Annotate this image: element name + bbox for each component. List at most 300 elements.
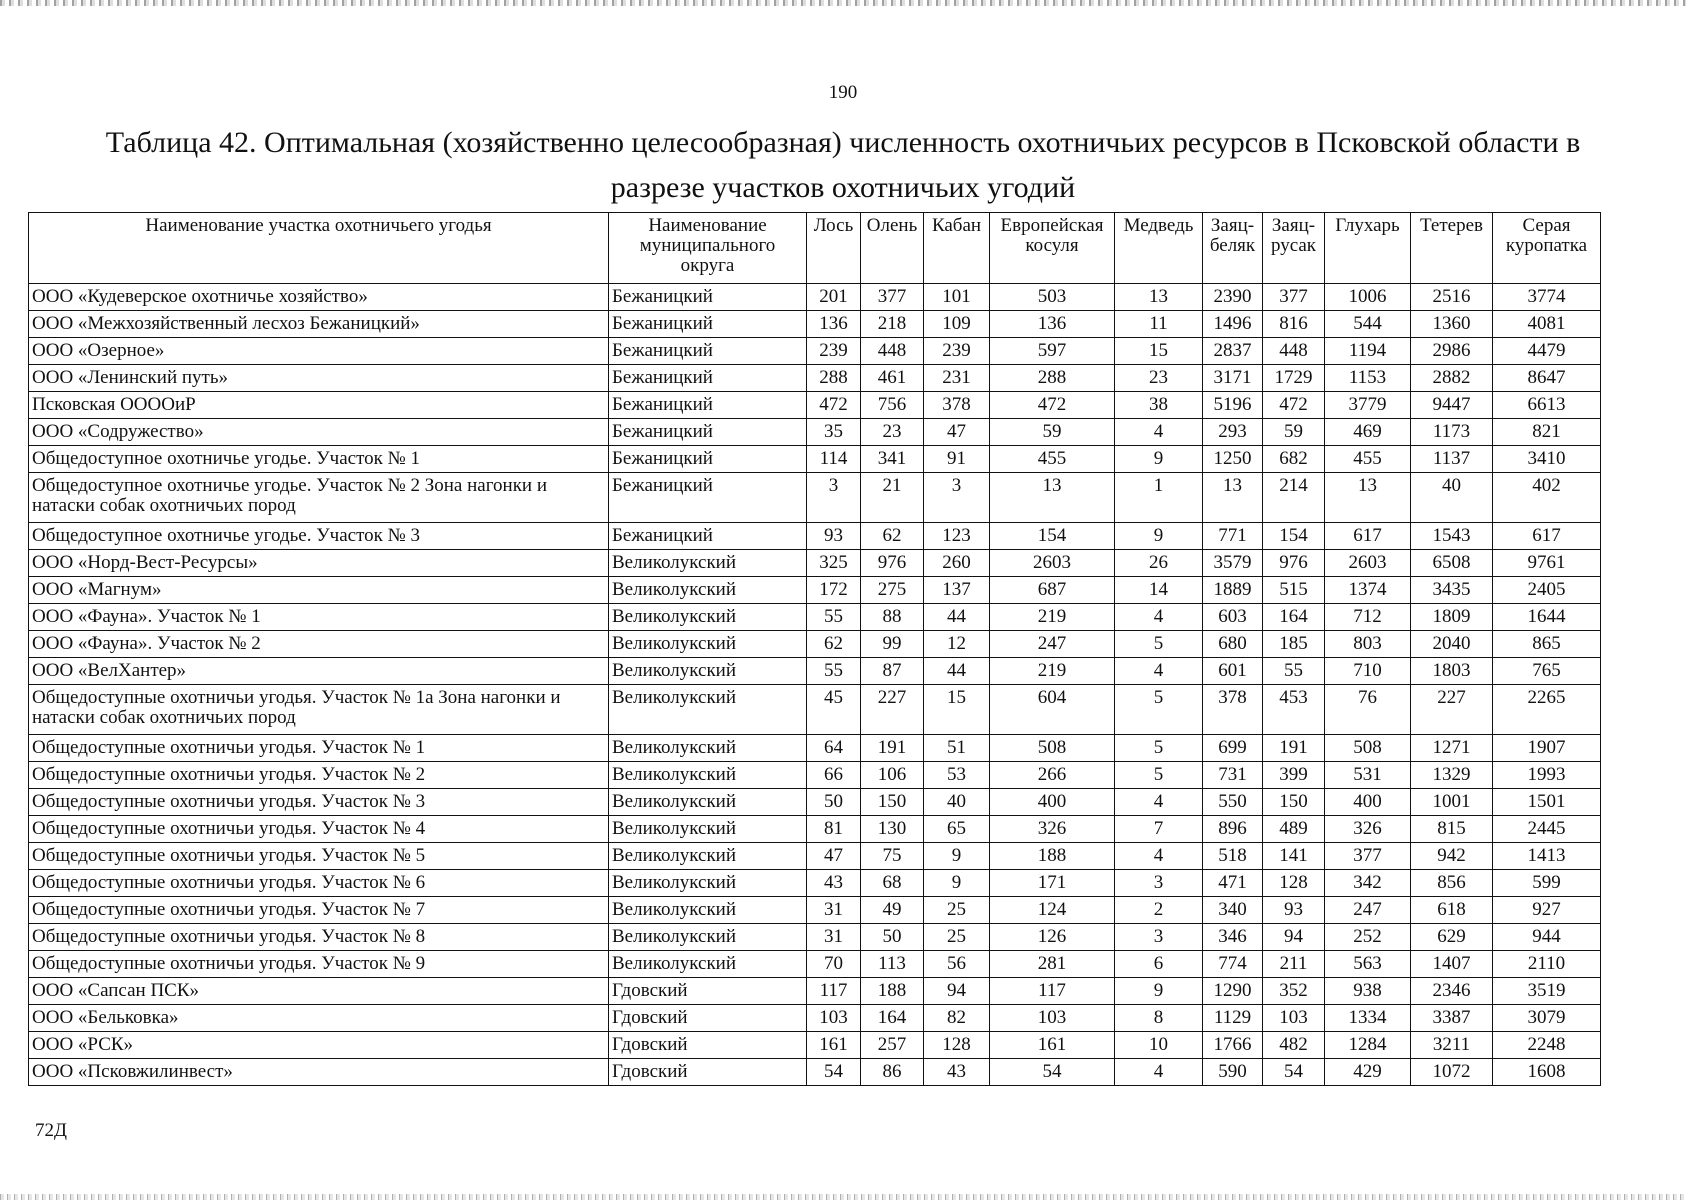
cell-population-value: 3774 — [1493, 284, 1601, 311]
column-header: Олень — [861, 213, 924, 284]
cell-population-value: 44 — [924, 658, 990, 685]
cell-population-value: 2603 — [990, 550, 1115, 577]
cell-population-value: 9 — [1115, 978, 1203, 1005]
cell-population-value: 815 — [1411, 816, 1493, 843]
cell-hunting-ground-name: ООО «Фауна». Участок № 2 — [29, 631, 609, 658]
cell-population-value: 164 — [1263, 604, 1325, 631]
cell-population-value: 191 — [1263, 735, 1325, 762]
cell-population-value: 599 — [1493, 870, 1601, 897]
cell-population-value: 227 — [861, 685, 924, 735]
cell-population-value: 136 — [990, 311, 1115, 338]
cell-population-value: 7 — [1115, 816, 1203, 843]
column-header: Заяц-беляк — [1203, 213, 1263, 284]
cell-population-value: 51 — [924, 735, 990, 762]
cell-population-value: 6613 — [1493, 392, 1601, 419]
table-row — [29, 365, 1601, 392]
cell-population-value: 13 — [1203, 473, 1263, 523]
column-header: Европейская косуля — [990, 213, 1115, 284]
cell-population-value: 247 — [990, 631, 1115, 658]
cell-population-value: 117 — [807, 978, 861, 1005]
cell-population-value: 247 — [1325, 897, 1411, 924]
cell-population-value: 448 — [1263, 338, 1325, 365]
cell-population-value: 816 — [1263, 311, 1325, 338]
cell-population-value: 471 — [1203, 870, 1263, 897]
cell-hunting-ground-name: Общедоступные охотничьи угодья. Участок № 1 — [29, 735, 609, 762]
cell-population-value: 325 — [807, 550, 861, 577]
table-row — [29, 604, 1601, 631]
cell-population-value: 288 — [807, 365, 861, 392]
page-number: 190 — [828, 82, 858, 103]
cell-population-value: 682 — [1263, 446, 1325, 473]
cell-population-value: 508 — [990, 735, 1115, 762]
cell-population-value: 2346 — [1411, 978, 1493, 1005]
cell-population-value: 6 — [1115, 951, 1203, 978]
cell-population-value: 106 — [861, 762, 924, 789]
cell-population-value: 1 — [1115, 473, 1203, 523]
cell-population-value: 54 — [1263, 1059, 1325, 1086]
cell-population-value: 219 — [990, 658, 1115, 685]
cell-population-value: 31 — [807, 897, 861, 924]
cell-population-value: 455 — [990, 446, 1115, 473]
cell-population-value: 70 — [807, 951, 861, 978]
cell-population-value: 482 — [1263, 1032, 1325, 1059]
cell-population-value: 461 — [861, 365, 924, 392]
cell-population-value: 65 — [924, 816, 990, 843]
cell-population-value: 211 — [1263, 951, 1325, 978]
column-header: Наименование муниципального округа — [609, 213, 807, 284]
cell-hunting-ground-name: ООО «Бельковка» — [29, 1005, 609, 1032]
cell-population-value: 91 — [924, 446, 990, 473]
cell-population-value: 942 — [1411, 843, 1493, 870]
cell-population-value: 15 — [1115, 338, 1203, 365]
cell-population-value: 3387 — [1411, 1005, 1493, 1032]
cell-population-value: 1072 — [1411, 1059, 1493, 1086]
cell-population-value: 400 — [1325, 789, 1411, 816]
cell-hunting-ground-name: ООО «Межхозяйственный лесхоз Бежаницкий» — [29, 311, 609, 338]
cell-population-value: 93 — [1263, 897, 1325, 924]
cell-population-value: 288 — [990, 365, 1115, 392]
cell-population-value: 1374 — [1325, 577, 1411, 604]
table-row — [29, 951, 1601, 978]
cell-population-value: 188 — [861, 978, 924, 1005]
cell-population-value: 4081 — [1493, 311, 1601, 338]
cell-population-value: 1173 — [1411, 419, 1493, 446]
cell-population-value: 86 — [861, 1059, 924, 1086]
cell-population-value: 1543 — [1411, 523, 1493, 550]
cell-population-value: 3 — [1115, 924, 1203, 951]
cell-population-value: 472 — [807, 392, 861, 419]
cell-population-value: 126 — [990, 924, 1115, 951]
cell-population-value: 4 — [1115, 843, 1203, 870]
cell-population-value: 8647 — [1493, 365, 1601, 392]
cell-population-value: 231 — [924, 365, 990, 392]
cell-population-value: 377 — [1325, 843, 1411, 870]
table-row — [29, 338, 1601, 365]
cell-hunting-ground-name: Общедоступное охотничье угодье. Участок № 2 Зона нагонки и натаски собак охотничьих пород — [29, 473, 609, 523]
cell-population-value: 346 — [1203, 924, 1263, 951]
cell-population-value: 2445 — [1493, 816, 1601, 843]
cell-population-value: 99 — [861, 631, 924, 658]
cell-municipal-district: Бежаницкий — [609, 311, 807, 338]
cell-hunting-ground-name: ООО «Псковжилинвест» — [29, 1059, 609, 1086]
cell-population-value: 31 — [807, 924, 861, 951]
cell-population-value: 377 — [861, 284, 924, 311]
cell-population-value: 756 — [861, 392, 924, 419]
cell-population-value: 1501 — [1493, 789, 1601, 816]
cell-municipal-district: Великолукский — [609, 735, 807, 762]
cell-population-value: 1407 — [1411, 951, 1493, 978]
cell-municipal-district: Великолукский — [609, 685, 807, 735]
cell-population-value: 23 — [861, 419, 924, 446]
cell-population-value: 515 — [1263, 577, 1325, 604]
table-row — [29, 577, 1601, 604]
cell-population-value: 23 — [1115, 365, 1203, 392]
cell-population-value: 508 — [1325, 735, 1411, 762]
page-title-line-2: разрезе участков охотничьих угодий — [610, 171, 1076, 204]
cell-population-value: 109 — [924, 311, 990, 338]
cell-hunting-ground-name: Общедоступное охотничье угодье. Участок № 1 — [29, 446, 609, 473]
table-row — [29, 419, 1601, 446]
cell-population-value: 172 — [807, 577, 861, 604]
cell-population-value: 239 — [924, 338, 990, 365]
cell-population-value: 38 — [1115, 392, 1203, 419]
cell-population-value: 161 — [807, 1032, 861, 1059]
cell-population-value: 378 — [924, 392, 990, 419]
scan-edge-top — [0, 0, 1686, 6]
cell-population-value: 687 — [990, 577, 1115, 604]
cell-population-value: 326 — [1325, 816, 1411, 843]
cell-municipal-district: Гдовский — [609, 1032, 807, 1059]
cell-population-value: 5 — [1115, 631, 1203, 658]
cell-population-value: 5 — [1115, 685, 1203, 735]
cell-population-value: 1644 — [1493, 604, 1601, 631]
cell-population-value: 25 — [924, 924, 990, 951]
cell-population-value: 21 — [861, 473, 924, 523]
table-row — [29, 392, 1601, 419]
cell-population-value: 101 — [924, 284, 990, 311]
cell-population-value: 5 — [1115, 762, 1203, 789]
cell-population-value: 1334 — [1325, 1005, 1411, 1032]
cell-municipal-district: Великолукский — [609, 924, 807, 951]
cell-hunting-ground-name: ООО «Норд-Вест-Ресурсы» — [29, 550, 609, 577]
table-header-row — [29, 213, 1601, 284]
cell-population-value: 13 — [1115, 284, 1203, 311]
table-row — [29, 631, 1601, 658]
cell-population-value: 601 — [1203, 658, 1263, 685]
cell-municipal-district: Бежаницкий — [609, 392, 807, 419]
cell-population-value: 865 — [1493, 631, 1601, 658]
cell-population-value: 1803 — [1411, 658, 1493, 685]
table-row — [29, 816, 1601, 843]
cell-population-value: 191 — [861, 735, 924, 762]
cell-population-value: 399 — [1263, 762, 1325, 789]
cell-population-value: 66 — [807, 762, 861, 789]
cell-population-value: 618 — [1411, 897, 1493, 924]
cell-population-value: 2 — [1115, 897, 1203, 924]
cell-population-value: 5 — [1115, 735, 1203, 762]
cell-population-value: 257 — [861, 1032, 924, 1059]
cell-population-value: 9 — [1115, 523, 1203, 550]
table-row — [29, 897, 1601, 924]
table-row — [29, 550, 1601, 577]
cell-population-value: 4479 — [1493, 338, 1601, 365]
cell-population-value: 472 — [990, 392, 1115, 419]
cell-hunting-ground-name: Общедоступные охотничьи угодья. Участок № 9 — [29, 951, 609, 978]
cell-population-value: 114 — [807, 446, 861, 473]
cell-population-value: 45 — [807, 685, 861, 735]
column-header: Лось — [807, 213, 861, 284]
cell-population-value: 82 — [924, 1005, 990, 1032]
cell-population-value: 239 — [807, 338, 861, 365]
cell-population-value: 3579 — [1203, 550, 1263, 577]
cell-municipal-district: Бежаницкий — [609, 419, 807, 446]
cell-population-value: 402 — [1493, 473, 1601, 523]
cell-population-value: 1290 — [1203, 978, 1263, 1005]
cell-population-value: 4 — [1115, 419, 1203, 446]
cell-population-value: 1496 — [1203, 311, 1263, 338]
cell-population-value: 141 — [1263, 843, 1325, 870]
cell-population-value: 597 — [990, 338, 1115, 365]
cell-population-value: 9 — [924, 843, 990, 870]
cell-population-value: 266 — [990, 762, 1115, 789]
cell-population-value: 1889 — [1203, 577, 1263, 604]
cell-hunting-ground-name: Общедоступные охотничьи угодья. Участок № 3 — [29, 789, 609, 816]
cell-population-value: 54 — [990, 1059, 1115, 1086]
cell-municipal-district: Великолукский — [609, 631, 807, 658]
cell-population-value: 469 — [1325, 419, 1411, 446]
cell-population-value: 976 — [861, 550, 924, 577]
column-header: Заяц-русак — [1263, 213, 1325, 284]
cell-population-value: 43 — [924, 1059, 990, 1086]
cell-population-value: 1809 — [1411, 604, 1493, 631]
cell-population-value: 1153 — [1325, 365, 1411, 392]
cell-population-value: 5196 — [1203, 392, 1263, 419]
cell-population-value: 1250 — [1203, 446, 1263, 473]
cell-population-value: 2405 — [1493, 577, 1601, 604]
column-header: Глухарь — [1325, 213, 1411, 284]
cell-population-value: 218 — [861, 311, 924, 338]
cell-population-value: 26 — [1115, 550, 1203, 577]
cell-hunting-ground-name: Псковская ООООиР — [29, 392, 609, 419]
cell-population-value: 12 — [924, 631, 990, 658]
cell-municipal-district: Бежаницкий — [609, 365, 807, 392]
cell-population-value: 3079 — [1493, 1005, 1601, 1032]
cell-population-value: 128 — [924, 1032, 990, 1059]
cell-population-value: 154 — [990, 523, 1115, 550]
cell-population-value: 50 — [807, 789, 861, 816]
cell-population-value: 2837 — [1203, 338, 1263, 365]
cell-hunting-ground-name: Общедоступные охотничьи угодья. Участок № 2 — [29, 762, 609, 789]
cell-hunting-ground-name: ООО «ВелХантер» — [29, 658, 609, 685]
cell-hunting-ground-name: ООО «РСК» — [29, 1032, 609, 1059]
cell-population-value: 59 — [990, 419, 1115, 446]
cell-population-value: 1907 — [1493, 735, 1601, 762]
column-header: Наименование участка охотничьего угодья — [29, 213, 609, 284]
cell-population-value: 10 — [1115, 1032, 1203, 1059]
cell-population-value: 35 — [807, 419, 861, 446]
cell-municipal-district: Гдовский — [609, 1059, 807, 1086]
table-row — [29, 1059, 1601, 1086]
cell-population-value: 680 — [1203, 631, 1263, 658]
cell-municipal-district: Великолукский — [609, 816, 807, 843]
cell-population-value: 590 — [1203, 1059, 1263, 1086]
cell-population-value: 518 — [1203, 843, 1263, 870]
cell-population-value: 4 — [1115, 604, 1203, 631]
cell-population-value: 15 — [924, 685, 990, 735]
cell-population-value: 13 — [990, 473, 1115, 523]
cell-population-value: 2390 — [1203, 284, 1263, 311]
table-body — [29, 284, 1601, 1086]
cell-population-value: 130 — [861, 816, 924, 843]
cell-population-value: 123 — [924, 523, 990, 550]
cell-population-value: 40 — [924, 789, 990, 816]
cell-population-value: 55 — [807, 658, 861, 685]
cell-population-value: 550 — [1203, 789, 1263, 816]
cell-population-value: 9761 — [1493, 550, 1601, 577]
cell-population-value: 699 — [1203, 735, 1263, 762]
cell-population-value: 124 — [990, 897, 1115, 924]
cell-population-value: 1766 — [1203, 1032, 1263, 1059]
cell-population-value: 341 — [861, 446, 924, 473]
cell-population-value: 1137 — [1411, 446, 1493, 473]
cell-population-value: 3211 — [1411, 1032, 1493, 1059]
cell-population-value: 563 — [1325, 951, 1411, 978]
cell-population-value: 896 — [1203, 816, 1263, 843]
cell-municipal-district: Великолукский — [609, 762, 807, 789]
cell-population-value: 340 — [1203, 897, 1263, 924]
cell-population-value: 214 — [1263, 473, 1325, 523]
cell-population-value: 227 — [1411, 685, 1493, 735]
cell-municipal-district: Гдовский — [609, 978, 807, 1005]
cell-population-value: 2248 — [1493, 1032, 1601, 1059]
cell-hunting-ground-name: ООО «Озерное» — [29, 338, 609, 365]
cell-population-value: 3171 — [1203, 365, 1263, 392]
table-row — [29, 924, 1601, 951]
cell-population-value: 75 — [861, 843, 924, 870]
cell-population-value: 6508 — [1411, 550, 1493, 577]
table-row — [29, 789, 1601, 816]
cell-population-value: 128 — [1263, 870, 1325, 897]
cell-population-value: 81 — [807, 816, 861, 843]
cell-population-value: 4 — [1115, 658, 1203, 685]
cell-population-value: 94 — [1263, 924, 1325, 951]
cell-population-value: 275 — [861, 577, 924, 604]
table-row — [29, 523, 1601, 550]
cell-population-value: 50 — [861, 924, 924, 951]
cell-population-value: 1284 — [1325, 1032, 1411, 1059]
cell-population-value: 3 — [924, 473, 990, 523]
cell-hunting-ground-name: ООО «Сапсан ПСК» — [29, 978, 609, 1005]
cell-population-value: 3435 — [1411, 577, 1493, 604]
table-row — [29, 446, 1601, 473]
cell-municipal-district: Великолукский — [609, 577, 807, 604]
cell-population-value: 765 — [1493, 658, 1601, 685]
cell-population-value: 201 — [807, 284, 861, 311]
cell-population-value: 489 — [1263, 816, 1325, 843]
cell-population-value: 2603 — [1325, 550, 1411, 577]
cell-population-value: 1413 — [1493, 843, 1601, 870]
cell-population-value: 62 — [807, 631, 861, 658]
cell-population-value: 40 — [1411, 473, 1493, 523]
cell-population-value: 455 — [1325, 446, 1411, 473]
cell-population-value: 185 — [1263, 631, 1325, 658]
cell-population-value: 3410 — [1493, 446, 1601, 473]
cell-population-value: 4 — [1115, 1059, 1203, 1086]
cell-municipal-district: Великолукский — [609, 870, 807, 897]
cell-population-value: 1608 — [1493, 1059, 1601, 1086]
cell-population-value: 103 — [807, 1005, 861, 1032]
cell-population-value: 604 — [990, 685, 1115, 735]
cell-population-value: 3779 — [1325, 392, 1411, 419]
cell-population-value: 1360 — [1411, 311, 1493, 338]
cell-population-value: 378 — [1203, 685, 1263, 735]
table-row — [29, 284, 1601, 311]
cell-population-value: 59 — [1263, 419, 1325, 446]
cell-population-value: 710 — [1325, 658, 1411, 685]
cell-population-value: 544 — [1325, 311, 1411, 338]
cell-population-value: 617 — [1325, 523, 1411, 550]
cell-population-value: 49 — [861, 897, 924, 924]
cell-population-value: 3 — [1115, 870, 1203, 897]
cell-population-value: 9 — [924, 870, 990, 897]
cell-population-value: 117 — [990, 978, 1115, 1005]
cell-municipal-district: Великолукский — [609, 789, 807, 816]
table-row — [29, 978, 1601, 1005]
cell-population-value: 856 — [1411, 870, 1493, 897]
cell-population-value: 281 — [990, 951, 1115, 978]
cell-population-value: 944 — [1493, 924, 1601, 951]
cell-population-value: 503 — [990, 284, 1115, 311]
cell-population-value: 188 — [990, 843, 1115, 870]
cell-population-value: 976 — [1263, 550, 1325, 577]
table-row — [29, 658, 1601, 685]
cell-hunting-ground-name: ООО «Содружество» — [29, 419, 609, 446]
cell-population-value: 938 — [1325, 978, 1411, 1005]
cell-population-value: 821 — [1493, 419, 1601, 446]
cell-population-value: 88 — [861, 604, 924, 631]
cell-population-value: 377 — [1263, 284, 1325, 311]
cell-population-value: 2516 — [1411, 284, 1493, 311]
cell-population-value: 448 — [861, 338, 924, 365]
cell-municipal-district: Бежаницкий — [609, 284, 807, 311]
game-population-table — [28, 212, 1601, 1086]
cell-population-value: 803 — [1325, 631, 1411, 658]
cell-hunting-ground-name: ООО «Фауна». Участок № 1 — [29, 604, 609, 631]
cell-population-value: 2040 — [1411, 631, 1493, 658]
cell-municipal-district: Бежаницкий — [609, 473, 807, 523]
cell-population-value: 260 — [924, 550, 990, 577]
table-row — [29, 735, 1601, 762]
cell-population-value: 2882 — [1411, 365, 1493, 392]
cell-population-value: 76 — [1325, 685, 1411, 735]
cell-population-value: 54 — [807, 1059, 861, 1086]
cell-municipal-district: Гдовский — [609, 1005, 807, 1032]
cell-population-value: 8 — [1115, 1005, 1203, 1032]
cell-population-value: 150 — [1263, 789, 1325, 816]
cell-hunting-ground-name: Общедоступное охотничье угодье. Участок № 3 — [29, 523, 609, 550]
cell-population-value: 2110 — [1493, 951, 1601, 978]
cell-population-value: 154 — [1263, 523, 1325, 550]
cell-population-value: 1194 — [1325, 338, 1411, 365]
cell-population-value: 9447 — [1411, 392, 1493, 419]
cell-municipal-district: Великолукский — [609, 897, 807, 924]
column-header: Серая куропатка — [1493, 213, 1601, 284]
cell-population-value: 13 — [1325, 473, 1411, 523]
cell-population-value: 14 — [1115, 577, 1203, 604]
cell-population-value: 1329 — [1411, 762, 1493, 789]
cell-population-value: 219 — [990, 604, 1115, 631]
cell-municipal-district: Бежаницкий — [609, 446, 807, 473]
